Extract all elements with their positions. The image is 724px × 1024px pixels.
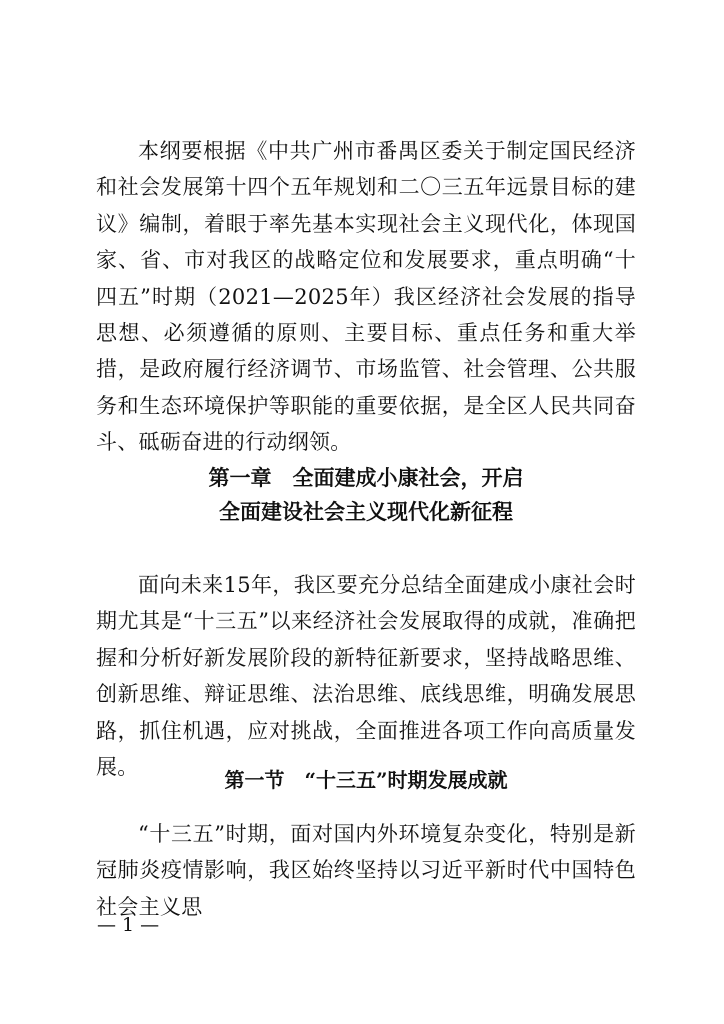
section-title: 第一节 “十三五”时期发展成就 [224,768,508,792]
intro-paragraph: 本纲要根据《中共广州市番禺区委关于制定国民经济和社会发展第十四个五年规划和二〇三五年远景目标的建议》编制，着眼于率先基本实现社会主义现代化，体现国家、省、市对我区的战略定位和发展要求，重点明确“十四五”时期（2021—2025年）我区经济社会发展的指导思想、必须遵循的原则、主要目标、重点任务和重大举措，是政府履行经济调节、市场监管、社会管理、公共服务和生态环境保护等职能的重要依据，是全区人民共同奋斗、砥砺奋进的行动纲领。 [96,139,636,455]
chapter-title-line-2: 全面建设社会主义现代化新征程 [219,500,513,524]
section-paragraph: “十三五”时期，面对国内外环境复杂变化，特别是新冠肺炎疫情影响，我区始终坚持以习近平新时代中国特色社会主义思 [96,822,636,919]
chapter-paragraph: 面向未来15年，我区要充分总结全面建成小康社会时期尤其是“十三五”以来经济社会发展取得的成就，准确把握和分析好新发展阶段的新特征新要求，坚持战略思维、创新思维、辩证思维、法治思维、底线思维，明确发展思路，抓住机遇，应对挑战，全面推进各项工作向高质量发展。 [96,573,636,780]
page-number: — 1 — [97,914,160,936]
chapter-title-line-1: 第一章 全面建成小康社会，开启 [208,466,524,490]
